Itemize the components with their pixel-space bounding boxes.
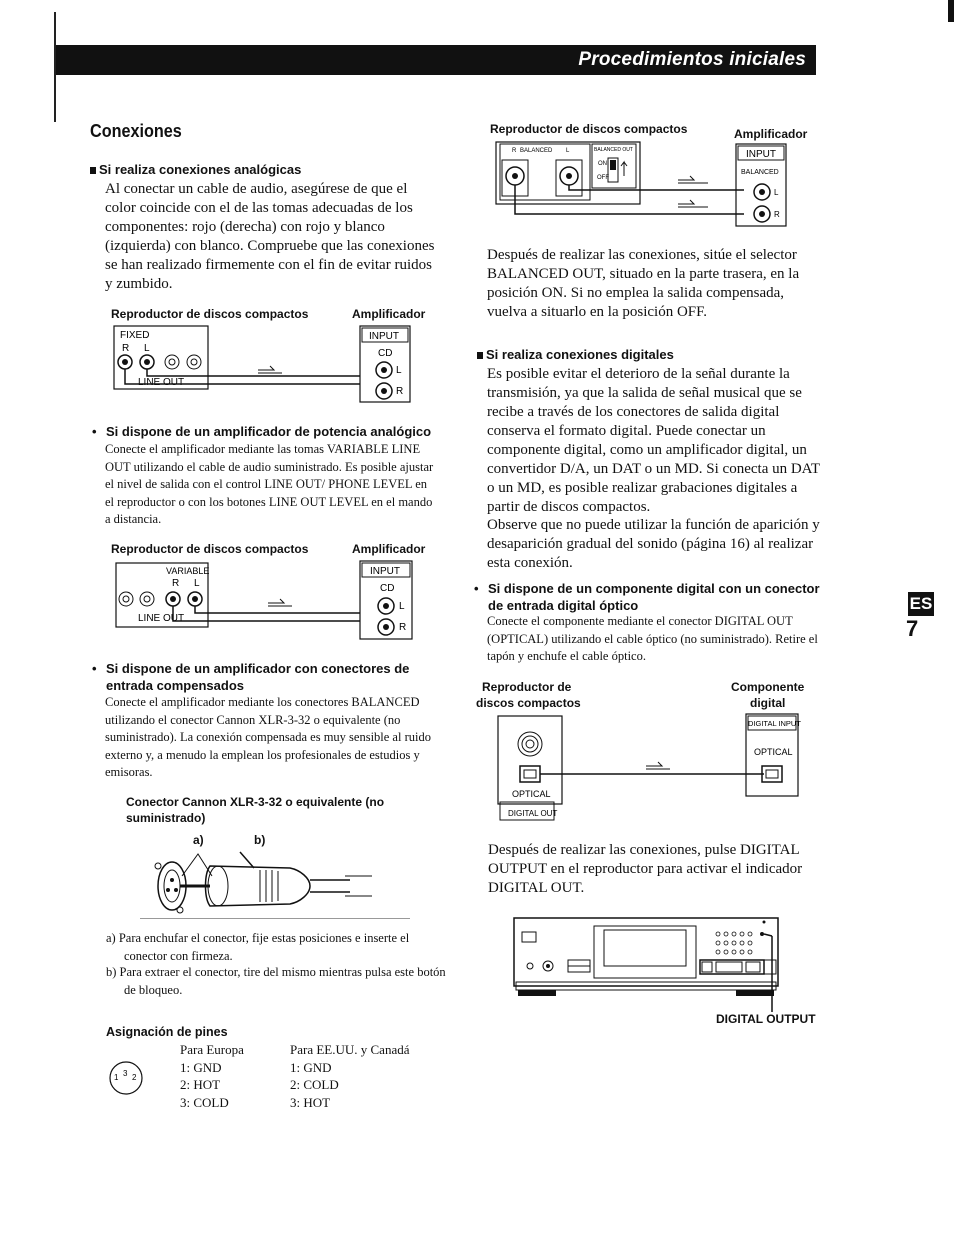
power-amp-player-label: Reproductor de discos compactos: [111, 542, 309, 556]
xlr-pin-diagram: [108, 1060, 144, 1096]
digital-output-label: DIGITAL OUTPUT: [716, 1012, 816, 1026]
pin-europe-1: 1: GND: [180, 1059, 222, 1075]
svg-text:R: R: [396, 386, 404, 397]
note-a: a) Para enchufar el conector, fije estas posiciones e inserte el conector con firmeza.: [106, 931, 410, 963]
pin-europe-2: 2: HOT: [180, 1077, 221, 1092]
svg-text:BALANCED OUT: BALANCED OUT: [594, 147, 633, 153]
xlr-connector-illustration: [150, 848, 380, 918]
svg-text:R: R: [122, 343, 130, 354]
balanced-after-text: Después de realizar las conexiones, sitúe el selector BALANCED OUT, situado en la parte trasera, en la posición ON. Si no emplea la salida compensada, vuelva a situarlo en la posición OFF.: [487, 247, 800, 320]
svg-text:INPUT: INPUT: [370, 566, 400, 577]
pin-europe-3: 3: COLD: [180, 1094, 229, 1110]
balanced-heading: • Si dispone de un amplificador con conectores de entrada compensados: [92, 661, 410, 693]
analog-heading: Si realiza conexiones analógicas: [90, 162, 301, 177]
balanced-connection-diagram: [494, 140, 790, 228]
pins-us-header: Para EE.UU. y Canadá: [290, 1042, 410, 1057]
svg-text:ON: ON: [598, 161, 607, 167]
svg-text:L: L: [396, 365, 402, 376]
balanced-text: Conecte el amplificador mediante los conectores BALANCED utilizando el conector Cannon XLR-3-32 o equivalente (no suministrado). La conexión compensada es muy sensible al ruido externo y, a menudo la emplean los profesionales de estudios y emisoras.: [105, 695, 431, 779]
svg-text:FIXED: FIXED: [120, 330, 150, 341]
header-bar: [56, 45, 816, 75]
svg-text:L: L: [399, 601, 405, 612]
svg-text:3: 3: [123, 1069, 128, 1078]
divider: [140, 918, 410, 919]
page-edge-mark: [948, 0, 954, 22]
connector-heading: Conector Cannon XLR-3-32 o equivalente (no suministrado): [126, 795, 385, 825]
digital-comp-label-2: digital: [750, 696, 786, 710]
svg-text:LINE OUT: LINE OUT: [138, 613, 185, 624]
note-b: b) Para extraer el conector, tire del mismo mientras pulsa este botón de bloqueo.: [106, 965, 446, 997]
svg-text:CD: CD: [380, 583, 395, 594]
svg-text:DIGITAL OUT: DIGITAL OUT: [508, 809, 558, 818]
optical-text: Conecte el componente mediante el conector DIGITAL OUT (OPTICAL) utilizando el cable óptico (no suministrado). Retire el tapón y enchufe el cable óptico.: [487, 614, 818, 663]
svg-text:VARIABLE: VARIABLE: [166, 566, 210, 576]
power-amp-connection-diagram: [110, 559, 415, 641]
section-title: Procedimientos iniciales: [578, 49, 806, 70]
svg-text:L: L: [774, 188, 779, 197]
svg-text:R: R: [399, 622, 407, 633]
digital-after-text: Después de realizar las conexiones, pulse DIGITAL OUTPUT en el reproductor para activar el indicador DIGITAL OUT.: [488, 842, 803, 896]
svg-text:R: R: [172, 578, 180, 589]
svg-text:2: 2: [132, 1073, 137, 1082]
digital-comp-label-1: Componente: [731, 680, 805, 694]
svg-text:CD: CD: [378, 348, 393, 359]
optical-heading: • Si dispone de un componente digital con un conector de entrada digital óptico: [474, 581, 820, 613]
analog-amp-label: Amplificador: [352, 307, 426, 321]
pin-us-3: 3: HOT: [290, 1094, 331, 1110]
analog-connection-diagram: [110, 324, 415, 404]
svg-text:INPUT: INPUT: [369, 331, 399, 342]
digital-connection-diagram: [496, 712, 802, 824]
connector-label-a: a): [193, 833, 204, 847]
cd-player-front-illustration: [512, 914, 782, 1012]
power-amp-heading: • Si dispone de un amplificador de potencia analógico: [92, 424, 432, 439]
svg-text:BALANCED: BALANCED: [520, 148, 553, 154]
digital-text: Es posible evitar el deterioro de la señal durante la transmisión, ya que la salida de señal musical que se recibe a través de los conectores de salida digital conserva el formato digital. Puede conectar un componente digital, como un amplificador digital, un convertidor D/A, un DAT o un MD. Si conecta un DAT o un MD, es posible realizar grabaciones digitales a partir de discos compactos.: [487, 366, 820, 515]
power-amp-amp-label: Amplificador: [352, 542, 426, 556]
svg-text:OPTICAL: OPTICAL: [512, 789, 551, 799]
language-tab: ES: [908, 592, 934, 616]
digital-player-label-2: discos compactos: [476, 696, 581, 710]
pin-us-1: 1: GND: [290, 1059, 332, 1075]
svg-text:L: L: [144, 343, 150, 354]
pins-europe-header: Para Europa: [180, 1042, 244, 1057]
pins-heading: Asignación de pines: [106, 1025, 228, 1039]
digital-heading: Si realiza conexiones digitales: [477, 347, 674, 362]
svg-text:L: L: [194, 578, 200, 589]
digital-text-2: Observe que no puede utilizar la función de aparición y desaparición gradual del sonido (página 16) al realizar esta conexión.: [487, 517, 820, 571]
svg-text:1: 1: [114, 1073, 119, 1082]
svg-text:OPTICAL: OPTICAL: [754, 747, 793, 757]
svg-text:L: L: [566, 148, 570, 154]
svg-text:R: R: [774, 210, 780, 219]
connector-label-b: b): [254, 833, 266, 847]
pin-us-2: 2: COLD: [290, 1077, 339, 1092]
svg-text:BALANCED: BALANCED: [741, 169, 779, 176]
balanced-amp-label: Amplificador: [734, 127, 808, 141]
svg-text:DIGITAL INPUT: DIGITAL INPUT: [748, 719, 801, 728]
svg-text:INPUT: INPUT: [746, 149, 776, 160]
digital-player-label-1: Reproductor de: [482, 680, 572, 694]
svg-text:LINE OUT: LINE OUT: [138, 377, 185, 388]
analog-text: Al conectar un cable de audio, asegúrese de que el color coincide con el de las tomas adecuadas de los componentes: rojo (derecha) con rojo y blanco (izquierda) con blanco. Compruebe que las conexiones se han realizado firmemente con el fin de evitar ruidos y zumbido.: [105, 181, 435, 292]
page-title: Conexiones: [90, 121, 182, 141]
svg-text:OFF: OFF: [597, 175, 609, 181]
analog-player-label: Reproductor de discos compactos: [111, 307, 309, 321]
svg-text:R: R: [512, 148, 517, 154]
balanced-player-label: Reproductor de discos compactos: [490, 122, 688, 136]
pin-assignment-table: [180, 1041, 410, 1111]
page-number: 7: [906, 616, 919, 641]
power-amp-text: Conecte el amplificador mediante las tomas VARIABLE LINE OUT utilizando el cable de audio suministrado. Es posible ajustar el nivel de salida con el control LINE OUT/ PHONE LEVEL en el reproductor o con los botones LINE OUT LEVEL en el mando a distancia.: [105, 442, 434, 526]
